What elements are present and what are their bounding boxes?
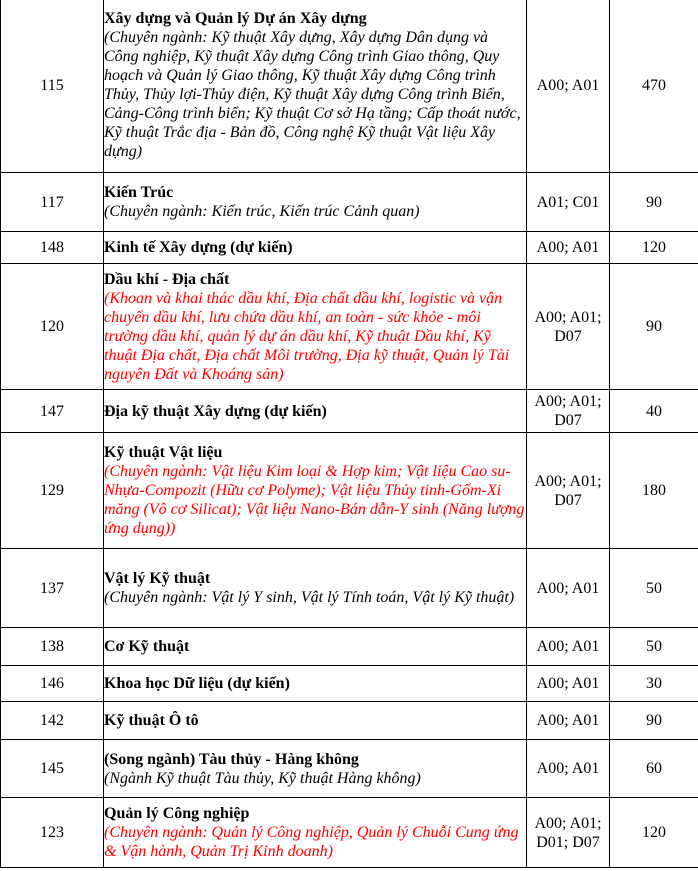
program-detail: (Chuyên ngành: Vật liệu Kim loại & Hợp kim; Vật liệu Cao su-Nhựa-Compozit (Hữu cơ Polyme); Vật liệu Thủy tinh-Gốm-Xi măng (Vô cơ Silicat); Vật liệu Nano-Bán dẫn-Y sinh (Năng lượng ứng dụng)) <box>104 463 525 537</box>
quota: 40 <box>610 390 698 433</box>
program-code: 123 <box>1 798 104 868</box>
table-row <box>1 433 698 549</box>
program-title: (Song ngành) Tàu thủy - Hàng không <box>104 750 359 768</box>
program-title: Cơ Kỹ thuật <box>104 638 190 655</box>
program-cell <box>104 390 527 433</box>
program-detail: (Chuyên ngành: Kiến trúc, Kiến trúc Cảnh quan) <box>104 203 420 220</box>
program-cell <box>104 433 527 549</box>
table-row <box>1 173 698 232</box>
subject-groups: A00; A01; D07 <box>527 264 610 390</box>
program-detail: (Ngành Kỹ thuật Tàu thủy, Kỹ thuật Hàng không) <box>104 769 421 787</box>
table-row <box>1 0 698 173</box>
subject-groups: A00; A01 <box>527 702 610 740</box>
table-body <box>1 0 698 868</box>
quota: 60 <box>610 740 698 798</box>
quota: 50 <box>610 628 698 666</box>
table-row <box>1 390 698 433</box>
subject-groups: A00; A01; D01; D07 <box>527 798 610 868</box>
program-detail: (Chuyên ngành: Kỹ thuật Xây dựng, Xây dựng Dân dụng và Công nghiệp, Kỹ thuật Xây dựng Công trình Giao thông, Quy hoạch và Quản lý Giao thông, Kỹ thuật Xây dựng Công trình Thủy, Thủy lợi-Thủy điện, Kỹ thuật Xây dựng Công trình Biển, Cảng-Công trình biển; Kỹ thuật Cơ sở Hạ tầng; Cấp thoát nước, Kỹ thuật Trắc địa - Bản đồ, Công nghệ Kỹ thuật Vật liệu Xây dựng) <box>104 29 521 160</box>
program-cell <box>104 173 527 232</box>
program-code: 147 <box>1 390 104 433</box>
program-cell <box>104 0 527 173</box>
program-code: 137 <box>1 549 104 628</box>
subject-groups: A00; A01 <box>527 666 610 702</box>
program-cell <box>104 702 527 740</box>
table-row <box>1 666 698 702</box>
quota: 470 <box>610 0 698 173</box>
quota: 90 <box>610 702 698 740</box>
quota: 90 <box>610 264 698 390</box>
program-code: 115 <box>1 0 104 173</box>
subject-groups: A00; A01 <box>527 740 610 798</box>
table-row <box>1 628 698 666</box>
subject-groups: A00; A01 <box>527 232 610 264</box>
program-code: 129 <box>1 433 104 549</box>
program-detail: (Chuyên ngành: Vật lý Y sinh, Vật lý Tính toán, Vật lý Kỹ thuật) <box>104 589 515 606</box>
program-code: 142 <box>1 702 104 740</box>
program-cell <box>104 232 527 264</box>
program-title: Xây dựng và Quản lý Dự án Xây dựng <box>104 10 367 27</box>
program-title: Kỹ thuật Ô tô <box>104 712 199 729</box>
program-title: Kiến Trúc <box>104 184 174 201</box>
program-title: Khoa học Dữ liệu (dự kiến) <box>104 675 290 692</box>
program-code: 148 <box>1 232 104 264</box>
subject-groups: A00; A01; D07 <box>527 390 610 433</box>
program-title: Kỹ thuật Vật liệu <box>104 444 223 461</box>
program-title: Địa kỹ thuật Xây dựng (dự kiến) <box>104 402 327 420</box>
program-cell <box>104 666 527 702</box>
program-cell <box>104 740 527 798</box>
subject-groups: A00; A01 <box>527 549 610 628</box>
program-detail: (Chuyên ngành: Quản lý Công nghiệp, Quản lý Chuỗi Cung ứng & Vận hành, Quản Trị Kinh doanh) <box>104 824 519 860</box>
quota: 180 <box>610 433 698 549</box>
program-cell <box>104 549 527 628</box>
program-detail: (Khoan và khai thác dầu khí, Địa chất dầu khí, logistic và vận chuyển dầu khí, lưu chứa dầu khí, an toàn - sức khỏe - môi trường dầu khí, quản lý dự án dầu khí, Kỹ thuật Dầu khí, Kỹ thuật Địa chất, Địa chất Môi trường, Địa kỹ thuật, Quản lý Tài nguyên Đất và Khoáng sản) <box>104 289 510 383</box>
quota: 30 <box>610 666 698 702</box>
program-code: 145 <box>1 740 104 798</box>
table-row <box>1 264 698 390</box>
program-code: 146 <box>1 666 104 702</box>
quota: 120 <box>610 232 698 264</box>
quota: 90 <box>610 173 698 232</box>
subject-groups: A00; A01; D07 <box>527 433 610 549</box>
program-code: 120 <box>1 264 104 390</box>
program-code: 117 <box>1 173 104 232</box>
table-row <box>1 798 698 868</box>
program-code: 138 <box>1 628 104 666</box>
program-cell <box>104 798 527 868</box>
program-title: Kinh tế Xây dựng (dự kiến) <box>104 239 293 256</box>
subject-groups: A01; C01 <box>527 173 610 232</box>
program-cell <box>104 628 527 666</box>
table-row <box>1 232 698 264</box>
program-title: Vật lý Kỹ thuật <box>104 570 211 587</box>
program-title: Quản lý Công nghiệp <box>104 805 250 822</box>
quota: 50 <box>610 549 698 628</box>
subject-groups: A00; A01 <box>527 628 610 666</box>
program-cell <box>104 264 527 390</box>
table-row <box>1 740 698 798</box>
program-title: Dầu khí - Địa chất <box>104 270 230 288</box>
subject-groups: A00; A01 <box>527 0 610 173</box>
table-row <box>1 702 698 740</box>
quota: 120 <box>610 798 698 868</box>
table-row <box>1 549 698 628</box>
